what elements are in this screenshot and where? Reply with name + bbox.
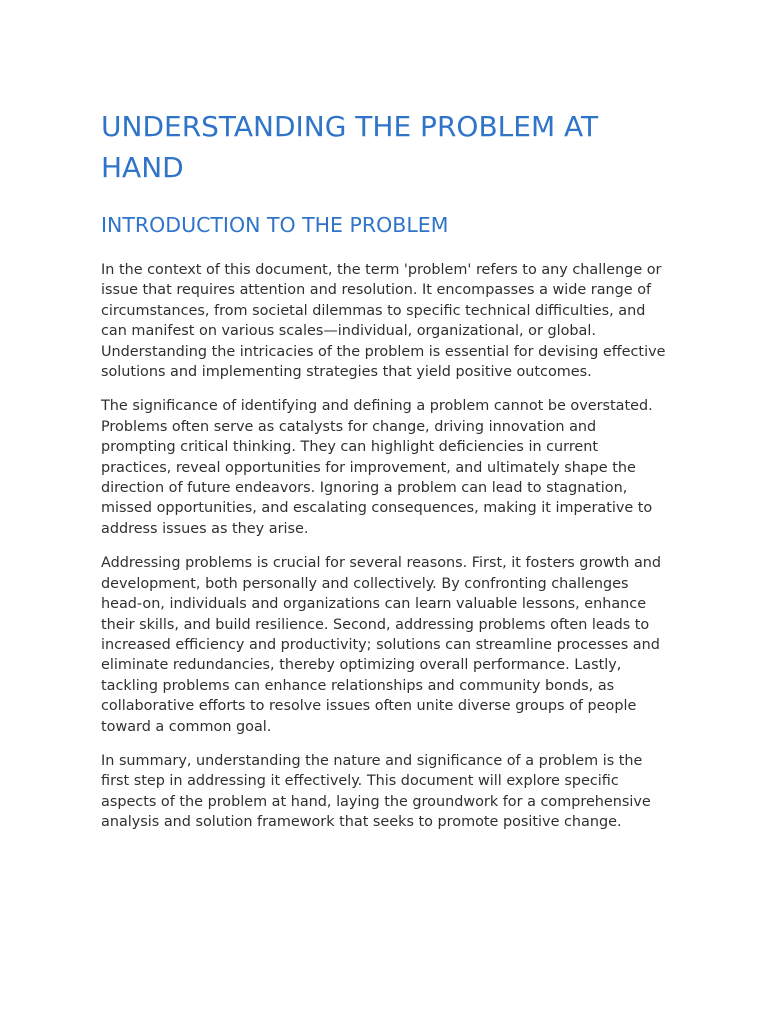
document-content — [101, 106, 671, 833]
document-title: UNDERSTANDING THE PROBLEM AT HAND — [101, 110, 599, 184]
paragraph-significance: The significance of identifying and defining a problem cannot be overstated. Problems often serve as catalysts for change, driving innovation and prompting critical thinking. They can highlight deficiencies in current practices, reveal opportunities for improvement, and ultimately shape the direction of future endeavors. Ignoring a problem can lead to stagnation, missed opportunities, and escalating consequences, making it imperative to address issues as they arise. — [101, 398, 653, 537]
paragraph-reasons: Addressing problems is crucial for several reasons. First, it fosters growth and development, both personally and collectively. By confronting challenges head-on, individuals and organizations can learn valuable lessons, enhance their skills, and build resilience. Second, addressing problems often leads to increased efficiency and productivity; solutions can streamline processes and eliminate redundancies, thereby optimizing overall performance. Lastly, tackling problems can enhance relationships and community bonds, as collaborative efforts to resolve issues often unite diverse groups of people toward a common goal. — [101, 555, 662, 735]
paragraph-summary: In summary, understanding the nature and significance of a problem is the first step in addressing it effectively. This document will explore specific aspects of the problem at hand, laying the groundwork for a comprehensive analysis and solution framework that seeks to promote positive change. — [101, 752, 651, 831]
section-heading: INTRODUCTION TO THE PROBLEM — [101, 213, 449, 237]
paragraph-definition: In the context of this document, the term 'problem' refers to any challenge or issue that requires attention and resolution. It encompasses a wide range of circumstances, from societal dilemmas to specific technical difficulties, and can manifest on various scales—individual, organizational, or global. Understanding the intricacies of the problem is essential for devising effective solutions and implementing strategies that yield positive outcomes. — [101, 262, 666, 381]
